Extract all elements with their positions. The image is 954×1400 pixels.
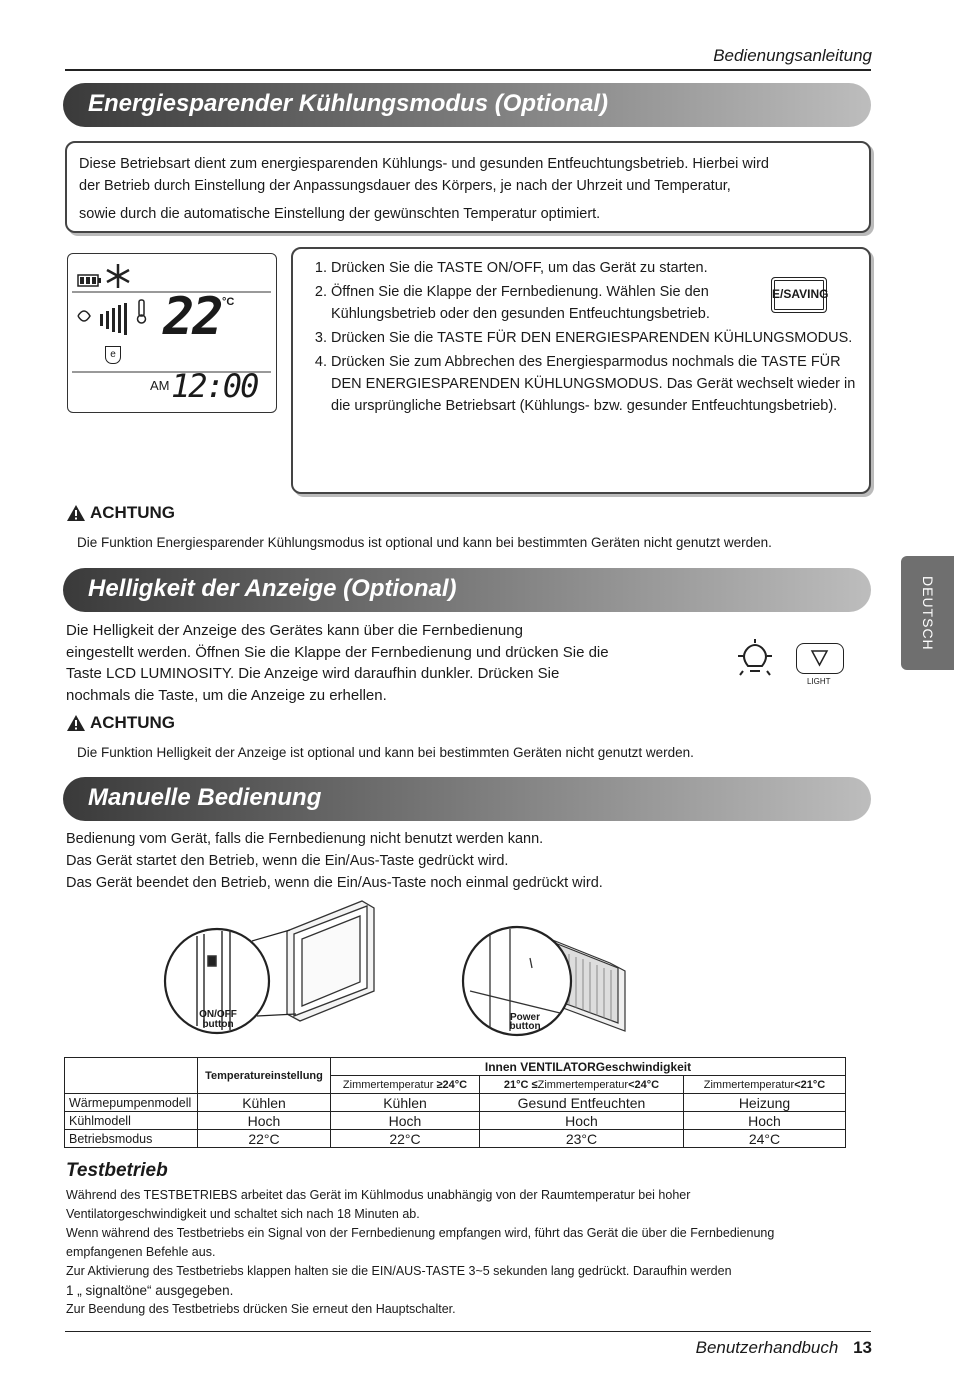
lcd-temp: 22: [163, 287, 222, 347]
table-cell: Kühlmodell: [65, 1112, 198, 1130]
subheader-text: Zimmertemperatur: [342, 1078, 434, 1091]
manual-text: [66, 828, 603, 894]
subheader-value: ≥24°C: [436, 1078, 468, 1091]
footer: [696, 1338, 872, 1358]
table-cell: Wärmepumpenmodell: [65, 1094, 198, 1112]
text-line: Das Gerät beendet den Betrieb, wenn die Ein/Aus-Taste noch einmal gedrückt wird.: [66, 875, 603, 891]
step-item: 4. Drücken Sie zum Abbrechen des Energiesparmodus nochmals die TASTE FÜR DEN ENERGIESPARENDEN KÜHLUNGSMODUS. Das Gerät wechselt wieder in die ursprüngliche Betriebsart (Kühlungs- bzw. gesunder Entfeuchtungsbetrieb).: [331, 351, 861, 417]
table-cell: 22°C: [198, 1130, 331, 1148]
table-corner: [65, 1058, 198, 1094]
step-item: 2. Öffnen Sie die Klappe der Fernbedienung. Wählen Sie den Kühlungsbetrieb oder den gesunden Entfeuchtungsbetrieb.: [331, 281, 751, 325]
label-line: button: [509, 1021, 541, 1032]
text-line: Bedienung vom Gerät, falls die Fernbedienung nicht benutzt werden kann.: [66, 831, 544, 847]
warning-heading: [66, 503, 175, 523]
table-cell: Hoch: [331, 1112, 480, 1130]
table-cell: Gesund Entfeuchten: [480, 1094, 684, 1112]
light-bulb-icon: [734, 638, 776, 682]
on-off-button-label: [196, 1010, 240, 1030]
table-cell: Betriebsmodus: [65, 1130, 198, 1148]
footer-rule: [65, 1331, 871, 1332]
text-line: Zur Beendung des Testbetriebs drücken Sie erneut den Hauptschalter.: [66, 1302, 456, 1316]
warning-triangle-icon: [66, 504, 86, 522]
footer-label: Benutzerhandbuch: [695, 1338, 839, 1357]
test-text: [66, 1186, 866, 1319]
subheader-cell: [684, 1076, 846, 1094]
header-temperature: Temperatureinstellung: [198, 1058, 331, 1094]
lcd-time: 12:00: [171, 367, 258, 405]
lcd-display: [67, 253, 277, 413]
subheader-value: 21°C ≤: [503, 1078, 538, 1091]
text-line: Während des TESTBETRIEBS arbeitet das Gerät im Kühlmodus unabhängig von der Raumtemperatur bei hoher: [66, 1188, 691, 1202]
subheader-value: <24°C: [628, 1078, 660, 1091]
text-line: Taste LCD LUMINOSITY. Die Anzeige wird daraufhin dunkler. Drücken Sie: [66, 665, 560, 682]
console-unit-illustration: [460, 913, 635, 1039]
text-line: Das Gerät startet den Betrieb, wenn die Ein/Aus-Taste gedrückt wird.: [66, 853, 509, 869]
side-tab-language: DEUTSCH: [901, 556, 954, 670]
e-saving-button: E/SAVING: [771, 277, 827, 313]
table-cell: Heizung: [684, 1094, 846, 1112]
header-fan-speed: Innen VENTILATORGeschwindigkeit: [331, 1058, 846, 1076]
table-cell: 22°C: [331, 1130, 480, 1148]
energy-saving-icon: e: [105, 346, 121, 364]
step-item: 3. Drücken Sie die TASTE FÜR DEN ENERGIESPARENDEN KÜHLUNGSMODUS.: [331, 327, 861, 349]
subheader-value: <21°C: [794, 1078, 826, 1091]
step-item: 1. Drücken Sie die TASTE ON/OFF, um das Gerät zu starten.: [331, 257, 771, 279]
section-title-manual-operation: Manuelle Bedienung: [63, 777, 871, 821]
text-line: empfangenen Befehle aus.: [66, 1245, 216, 1259]
text-line: Wenn während des Testbetriebs ein Signal von der Fernbedienung empfangen wird, führt das Gerät die über die Fernbedienung: [66, 1226, 775, 1240]
warning-triangle-icon: [66, 714, 86, 732]
intro-box: [65, 141, 871, 233]
power-button-label: [505, 1013, 545, 1031]
table-cell: Hoch: [198, 1112, 331, 1130]
warning-heading: [66, 713, 175, 733]
table-cell: Hoch: [684, 1112, 846, 1130]
snowflake-icon: [107, 264, 129, 288]
table-row: [65, 1130, 846, 1148]
subheader-cell: [331, 1076, 480, 1094]
header-title: Bedienungsanleitung: [713, 46, 872, 65]
steps-box: [291, 247, 871, 494]
subheader-text: Zimmertemperatur: [537, 1078, 629, 1091]
table-cell: Kühlen: [331, 1094, 480, 1112]
lcd-ampm: AM: [150, 378, 170, 393]
test-title: Testbetrieb: [66, 1160, 168, 1181]
intro-line: Diese Betriebsart dient zum energiesparenden Kühlungs- und gesunden Entfeuchtungsbetrieb. Hierbei wird: [79, 156, 769, 172]
label-line: Power: [509, 1012, 540, 1023]
intro-line: sowie durch die automatische Einstellung der gewünschten Temperatur optimiert.: [79, 206, 601, 222]
label-line: button: [202, 1019, 234, 1030]
subheader-text: Zimmertemperatur: [703, 1078, 795, 1091]
section-title-display-brightness: Helligkeit der Anzeige (Optional): [63, 568, 871, 612]
text-line: nochmals die Taste, um die Anzeige zu erhellen.: [66, 686, 387, 704]
text-line: Die Helligkeit der Anzeige des Gerätes kann über die Fernbedienung: [66, 622, 523, 639]
table-cell: Hoch: [480, 1112, 684, 1130]
text-line: Ventilatorgeschwindigkeit und schaltet sich nach 18 Minuten ab.: [66, 1207, 420, 1221]
header-rule: [65, 69, 871, 71]
warning-text: Die Funktion Helligkeit der Anzeige ist optional und kann bei bestimmten Geräten nicht genutzt werden.: [77, 745, 694, 760]
intro-line: der Betrieb durch Einstellung der Anpassungsdauer des Körpers, je nach der Uhrzeit und Temperatur,: [79, 178, 731, 194]
warning-title: ACHTUNG: [90, 713, 175, 732]
triangle-down-icon: [797, 644, 842, 672]
table-cell: Kühlen: [198, 1094, 331, 1112]
text-line: eingestellt werden. Öffnen Sie die Klappe der Fernbedienung und drücken Sie die: [66, 643, 609, 661]
table-cell: 24°C: [684, 1130, 846, 1148]
section-title-energy-saving: Energiesparender Kühlungsmodus (Optional): [63, 83, 871, 127]
warning-title: ACHTUNG: [90, 503, 175, 522]
table-row: [65, 1094, 846, 1112]
warning-text: Die Funktion Energiesparender Kühlungsmodus ist optional und kann bei bestimmten Geräten nicht genutzt werden.: [77, 535, 772, 550]
text-line: Zur Aktivierung des Testbetriebs klappen halten sie die EIN/AUS-TASTE 3~5 sekunden lang gedrückt. Daraufhin werden: [66, 1264, 732, 1278]
page-number: 13: [853, 1338, 872, 1357]
label-line: ON/OFF: [199, 1009, 237, 1020]
text-line: 1 „ signaltöne“ ausgegeben.: [66, 1283, 234, 1298]
table-cell: 23°C: [480, 1130, 684, 1148]
lcd-temp-unit: °C: [222, 296, 235, 308]
operation-table: [64, 1057, 846, 1148]
table-row: [65, 1112, 846, 1130]
light-button-label: LIGHT: [807, 677, 831, 686]
subheader-cell: [480, 1076, 684, 1094]
brightness-text: [66, 620, 686, 706]
light-button: [796, 643, 844, 674]
